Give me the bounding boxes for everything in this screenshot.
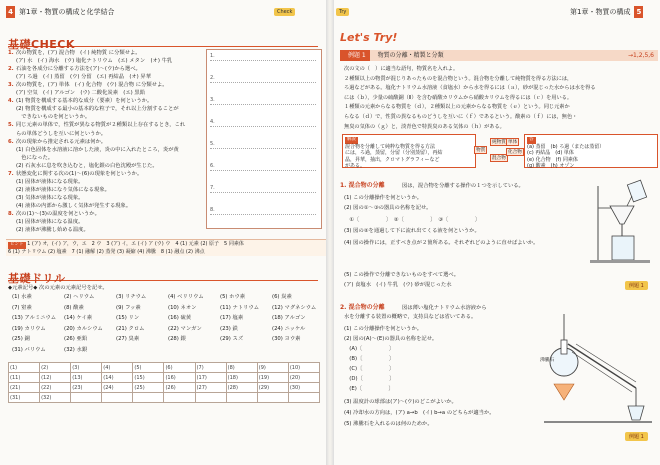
- grid-cell[interactable]: (21): [9, 383, 40, 393]
- problem-1-number: 1.: [340, 182, 347, 189]
- grid-cell[interactable]: (9): [257, 363, 288, 373]
- explanation-tag: 解説: [347, 137, 356, 142]
- grid-cell[interactable]: (10): [288, 363, 319, 373]
- class-label: 単体: [508, 140, 518, 145]
- question-number: 5.: [8, 122, 14, 129]
- problem-2-line: (3) 温度計の球部は(ア)〜(ウ)のどこがよいか。: [344, 399, 457, 405]
- problem-2-title: 混合物の分離: [348, 304, 385, 311]
- drill-title: 基礎ドリル: [8, 272, 66, 285]
- grid-row: [9, 393, 320, 403]
- check-question: [8, 106, 179, 113]
- grid-row: [9, 383, 320, 393]
- question-text: 次の(1)〜(3)の温度を何というか。: [16, 211, 100, 217]
- element-item: (30) ヨウ素: [272, 336, 301, 342]
- question-text: (2) 石灰水に息を吹き込むと，塩化銀の白色沈殿が生じた。: [16, 162, 158, 169]
- problem-1-title: 混合物の分離: [348, 182, 385, 189]
- grid-cell[interactable]: (29): [257, 383, 288, 393]
- question-text: (1) 白色固体を水溶液に溶かした液，炎の中に入れたところ，炎が黄: [16, 146, 179, 153]
- check-question: [8, 163, 158, 170]
- problem-1-line: ①〔 〕 ②〔 〕 ③〔 〕: [344, 217, 481, 223]
- element-item: (24) ニッケル: [272, 325, 306, 332]
- example-bar: [340, 50, 658, 61]
- left-chip-wrap: [270, 4, 295, 20]
- check-question: [8, 114, 90, 121]
- question-text: (4) 液体の内部から激しく気体が発生する現象。: [16, 202, 132, 209]
- hint-label: ヒント: [10, 242, 24, 247]
- right-page-number: 5: [634, 6, 643, 18]
- grid-cell[interactable]: (15): [133, 373, 164, 383]
- grid-row: [9, 373, 320, 383]
- element-item: (6) 炭素: [272, 294, 292, 300]
- grid-cell[interactable]: (7): [195, 363, 226, 373]
- question-text: (ア) ろ過 (イ) 蒸留 (ウ) 分留 (エ) 再結晶 (オ) 昇華: [16, 74, 152, 81]
- explanation-box: [342, 134, 476, 168]
- question-number: 3.: [8, 82, 14, 89]
- question-text: 次の現象から推定される元素は何か。: [16, 138, 107, 145]
- question-text: 次の物質を，(ア) 混合物 (イ) 純物質 に分類せよ。: [16, 50, 141, 56]
- answer-line: (a) 蒸留 (b) ろ過（または蒸留）: [527, 143, 605, 150]
- question-number: 4.: [8, 98, 14, 105]
- element-item: (10) ネオン: [168, 304, 197, 311]
- answer-line[interactable]: 5.: [210, 140, 316, 149]
- classification-diagram: [474, 136, 520, 164]
- check-question: [8, 139, 106, 146]
- check-question: [8, 203, 131, 210]
- answer-line[interactable]: 4.: [210, 118, 316, 127]
- element-item: (2) ヘリウム: [64, 294, 95, 300]
- drill-header: [8, 267, 318, 285]
- question-text: 石油を各成分に分離する方法を(ア)〜(ウ)から選べ。: [16, 66, 141, 73]
- grid-cell[interactable]: (3): [71, 363, 102, 373]
- answer-box: [524, 134, 658, 168]
- grid-cell[interactable]: (17): [195, 373, 226, 383]
- element-item: (31) バリウム: [12, 346, 46, 353]
- grid-cell[interactable]: (22): [40, 383, 71, 393]
- grid-cell[interactable]: [133, 393, 164, 403]
- grid-cell[interactable]: (4): [102, 363, 133, 373]
- question-text: 同じ元素の単体で，性質が異なる物質が２種類以上存在するとき，これ: [16, 122, 186, 129]
- problem-2-line: (2) 図の(A)〜(E)の器具の名称を記せ。: [344, 336, 438, 342]
- right-chip-wrap: [336, 4, 349, 20]
- question-text: らの単体どうしを互いに何というか。: [16, 130, 107, 137]
- problem-2-line: 図は薄い塩化ナトリウム水溶液から: [402, 305, 487, 311]
- hint-row-1: 1 (ア) オ，(イ) ア，ウ，エ 2 ウ 3 (ア) イ，エ (イ) ア (ウ) ウ 4 (1) 元素 (2) 原子 5 同素体: [27, 241, 244, 247]
- element-item: (20) カルシウム: [64, 325, 103, 332]
- element-item: (17) 塩素: [220, 315, 244, 321]
- example-line: 無臭の気体の（ｇ）と，淡青色で特異臭のある気体の（ｈ）がある。: [344, 123, 505, 130]
- example-line: には（ｂ），少量の硫酸銅（Ⅱ）を含む硝酸カリウムから硝酸カリウムを得るには（ｃ）を用いる。: [344, 94, 573, 101]
- problem-2-line: (5) 沸騰石を入れるのは何のためか。: [344, 421, 433, 427]
- example-line: らなる（ｄ）で，性質の異なるものどうしを互いに（ｆ）であるという。酸素の（ｆ）には，無色・: [344, 114, 578, 120]
- problem-2-line: (E)〔 〕: [344, 386, 394, 392]
- example-line: １種類の元素からなる物質を（ｄ），２種類以上の元素からなる物質を（ｅ）という。同じ元素か: [344, 104, 570, 111]
- check-question: [8, 187, 110, 194]
- element-item: (18) アルゴン: [272, 315, 306, 321]
- example-ref: →1,2,5,6: [627, 52, 654, 59]
- grid-cell[interactable]: (26): [164, 383, 195, 393]
- explanation-line: には，ろ過，蒸留，分留（分別蒸留），再結: [345, 150, 443, 156]
- question-number: 2.: [8, 66, 14, 73]
- grid-cell[interactable]: (16): [164, 373, 195, 383]
- element-item: (28) 銀: [168, 336, 186, 342]
- answer-line[interactable]: 3.: [210, 96, 316, 105]
- grid-cell[interactable]: (1): [9, 363, 40, 373]
- answer-line[interactable]: 7.: [210, 184, 316, 193]
- grid-cell[interactable]: [71, 393, 102, 403]
- question-text: (1) 物質を構成する基本的な成分（要素）を何というか。: [16, 98, 153, 105]
- check-question: [8, 58, 172, 65]
- question-text: (ア) 空気 (イ) アルゴン (ウ) 二酸化炭素 (エ) 黒鉛: [16, 90, 145, 97]
- question-text: (2) 物質を構成する最小の基本的な粒子で，それ以上分割することが: [16, 106, 179, 113]
- grid-cell[interactable]: (14): [102, 373, 133, 383]
- element-item: (23) 鉄: [220, 325, 238, 332]
- grid-cell[interactable]: (25): [133, 383, 164, 393]
- element-item: (14) ケイ素: [64, 315, 93, 321]
- lets-try-title: Let's Try!: [340, 31, 398, 44]
- grid-cell[interactable]: [288, 393, 319, 403]
- class-label: 混合物: [492, 156, 506, 161]
- grid-cell[interactable]: (24): [102, 383, 133, 393]
- element-item: (12) マグネシウム: [272, 304, 317, 311]
- check-question: [8, 219, 83, 226]
- question-number: 6.: [8, 138, 14, 145]
- grid-cell[interactable]: (28): [226, 383, 257, 393]
- element-item: (29) スズ: [220, 336, 244, 342]
- check-question: [8, 195, 83, 202]
- grid-cell[interactable]: (31): [9, 393, 40, 403]
- hint-row-2: 6 (1) ナトリウム (2) 塩素 7 (1) 融解 (2) 蒸発 (3) 凝縮 (4) 沸騰 8 (1) 融点 (2) 沸点: [8, 248, 205, 255]
- check-question: [8, 171, 142, 178]
- check-question: [8, 147, 179, 154]
- element-item: (22) マンガン: [168, 325, 202, 332]
- question-text: (ア) 水 (イ) 海水 (ウ) 塩化ナトリウム (エ) メタン (オ) 牛乳: [16, 58, 173, 65]
- element-item: (26) 亜鉛: [64, 336, 88, 342]
- problem-2-heading: [340, 304, 385, 311]
- answer-line: (e) 化合物 (f) 同素体: [527, 156, 578, 163]
- problem-2-line: (1) この分離操作を何というか。: [344, 326, 423, 332]
- question-text: (2) 液体が沸騰し始める温度。: [16, 227, 89, 234]
- example-label: 例題 1: [344, 50, 370, 61]
- answer-line[interactable]: 6.: [210, 162, 316, 171]
- check-question: [8, 74, 151, 81]
- left-running-head: [6, 4, 114, 20]
- example-title: 物質の分離・精製と分類: [377, 52, 444, 59]
- element-item: (32) 水銀: [64, 346, 88, 353]
- element-item: (27) 臭素: [116, 336, 140, 342]
- problem-1-heading: [340, 182, 385, 189]
- grid-cell[interactable]: [102, 393, 133, 403]
- example-line: 次の文の（ ）に適当な語句，物質名を入れよ。: [344, 66, 459, 72]
- problem-2-number: 2.: [340, 304, 347, 311]
- left-chapter-title: 第1章・物質の構成と化学結合: [19, 8, 115, 16]
- answer-tag: 答: [529, 137, 534, 142]
- grid-cell[interactable]: [257, 393, 288, 403]
- problem-1-line: (1) この分離操作を何というか。: [344, 195, 423, 201]
- check-question: [8, 82, 168, 89]
- question-text: (1) 固体が液体になる現象。: [16, 178, 84, 185]
- boiling-chip-label: 沸騰石: [540, 358, 555, 363]
- question-text: (2) 液体が液体になり気体になる現象。: [16, 186, 110, 193]
- problem-1-line: 図は，混合物を分離する操作の１つを示している。: [402, 183, 524, 189]
- grid-cell[interactable]: (18): [226, 373, 257, 383]
- problem-2-line: (C)〔 〕: [344, 366, 395, 372]
- check-hint-strip: [6, 239, 326, 256]
- element-item: (5) ホウ素: [220, 294, 246, 300]
- element-item: (15) リン: [116, 315, 140, 321]
- answer-line: (c) 再結晶 (d) 単体: [527, 150, 574, 156]
- problem-2-hint-button[interactable]: 例題 1: [625, 432, 648, 441]
- answer-line[interactable]: 1.: [210, 52, 316, 61]
- drill-instruction: ◆元素記号◆ 次の元素の元素記号を記せ。: [8, 285, 108, 291]
- check-header: [8, 33, 318, 51]
- right-running-head: [570, 4, 643, 20]
- check-question: [8, 90, 145, 97]
- element-item: (16) 硫黄: [168, 315, 192, 321]
- check-title: 基礎CHECK: [8, 38, 75, 51]
- right-section-chip: Try: [336, 8, 349, 16]
- grid-row: [9, 363, 320, 373]
- check-question: [8, 211, 100, 218]
- problem-1-hint-button[interactable]: 例題 1: [625, 281, 648, 290]
- grid-cell[interactable]: (20): [288, 373, 319, 383]
- check-answer-box[interactable]: [206, 49, 322, 229]
- left-page-number: 4: [6, 6, 15, 18]
- element-item: (3) リチウム: [116, 294, 147, 300]
- element-item: (11) ナトリウム: [220, 304, 259, 311]
- drill-answer-grid: [8, 362, 320, 403]
- grid-cell[interactable]: (23): [71, 383, 102, 393]
- right-page: [332, 0, 660, 465]
- element-item: (13) アルミニウム: [12, 315, 57, 321]
- question-text: できないものを何というか。: [16, 114, 91, 121]
- problem-1-line: (5) この操作で分離できないものをすべて選べ。: [344, 272, 460, 278]
- grid-cell[interactable]: (32): [40, 393, 71, 403]
- explanation-lines: [345, 144, 473, 170]
- question-number: 1.: [8, 50, 14, 56]
- grid-cell[interactable]: (11): [9, 373, 40, 383]
- grid-cell[interactable]: [164, 393, 195, 403]
- left-page: [0, 0, 328, 465]
- element-item: (19) カリウム: [12, 325, 46, 332]
- answer-text-lines: [527, 144, 655, 170]
- distillation-diagram: [524, 310, 656, 426]
- class-label: 化合物: [508, 150, 522, 155]
- answer-line: (g) 酸素 (h) オゾン: [527, 163, 575, 169]
- grid-cell[interactable]: (13): [71, 373, 102, 383]
- grid-cell[interactable]: [195, 393, 226, 403]
- grid-cell[interactable]: [226, 393, 257, 403]
- problem-2-line: (B)〔 〕: [344, 356, 395, 362]
- question-text: 状態変化に関する次の(1)〜(6)の現象を何というか。: [16, 170, 143, 177]
- problem-1-line: (3) 図の②を通過して下に流れ出てくる液を何というか。: [344, 228, 480, 234]
- answer-line[interactable]: 8.: [210, 206, 316, 215]
- check-question: [8, 122, 185, 129]
- grid-cell[interactable]: (19): [257, 373, 288, 383]
- check-question: [8, 50, 141, 57]
- problem-1-line: (2) 図の①〜③の器具の名称を記せ。: [344, 205, 432, 211]
- question-number: 8.: [8, 211, 14, 217]
- grid-cell[interactable]: (12): [40, 373, 71, 383]
- answer-line[interactable]: 2.: [210, 74, 316, 83]
- check-question: [8, 66, 141, 73]
- problem-1-line: (4) 図の操作には，正すべき点が２箇所ある。それぞれどのように直せばよいか。: [344, 240, 539, 246]
- explanation-line: 混合物を分離して純粋な物質を得る方法: [345, 143, 436, 150]
- problem-1-line: (ア) 食塩水 (イ) 牛乳 (ウ) 砂が混じった水: [344, 282, 452, 288]
- question-text: (3) 気体が液体になる現象。: [16, 194, 84, 201]
- element-item: (4) ベリリウム: [168, 294, 204, 300]
- problem-2-line: 水を分離する装置の概略で，支持具などは省いてある。: [344, 314, 477, 320]
- example-line: ろ過などがある。塩化ナトリウム水溶液（食塩水）から水を得るには（ａ），砂が混じった水からは水を得る: [344, 85, 596, 92]
- element-item: (21) クロム: [116, 325, 145, 332]
- check-question: [8, 98, 152, 105]
- check-question: [8, 131, 106, 138]
- grid-cell[interactable]: (8): [226, 363, 257, 373]
- class-label: 物質: [476, 148, 486, 153]
- grid-cell[interactable]: (2): [40, 363, 71, 373]
- grid-cell[interactable]: (30): [288, 383, 319, 393]
- explanation-line: がある。: [345, 163, 366, 169]
- element-item: (25) 銅: [12, 336, 30, 342]
- check-question: [8, 179, 83, 186]
- example-line: ２種類以上の物質が混じりあったものを混合物という。混合物を分離して純物質を得る方法には，: [344, 75, 573, 82]
- element-item: (1) 水素: [12, 294, 32, 300]
- element-item: (9) フッ素: [116, 304, 141, 311]
- problem-2-line: (D)〔 〕: [344, 376, 395, 382]
- element-item: (8) 酸素: [64, 304, 84, 311]
- question-text: 次の物質を，(ア) 単体 (イ) 化合物 (ウ) 混合物 に分類せよ。: [16, 82, 168, 89]
- problem-2-line: (4) 冷却水の方向は，(ア) a→b (イ) b→a のどちらが適当か。: [344, 410, 495, 416]
- grid-cell[interactable]: (6): [164, 363, 195, 373]
- question-number: 7.: [8, 170, 14, 177]
- grid-cell[interactable]: (27): [195, 383, 226, 393]
- question-text: (1) 固体が液体になる温度。: [16, 219, 84, 226]
- grid-cell[interactable]: (5): [133, 363, 164, 373]
- class-label: 純物質: [492, 140, 506, 145]
- question-text: 色になった。: [16, 154, 54, 161]
- filtration-diagram: [588, 178, 654, 266]
- check-question: [8, 227, 89, 234]
- explanation-line: 晶，昇華，抽出，クロマトグラフィーなど: [345, 156, 440, 163]
- problem-2-line: (A)〔 〕: [344, 346, 395, 352]
- left-section-chip: Check: [274, 8, 295, 16]
- check-question: [8, 155, 53, 162]
- element-item: (7) 窒素: [12, 304, 32, 311]
- right-chapter-title: 第1章・物質の構成: [570, 8, 631, 16]
